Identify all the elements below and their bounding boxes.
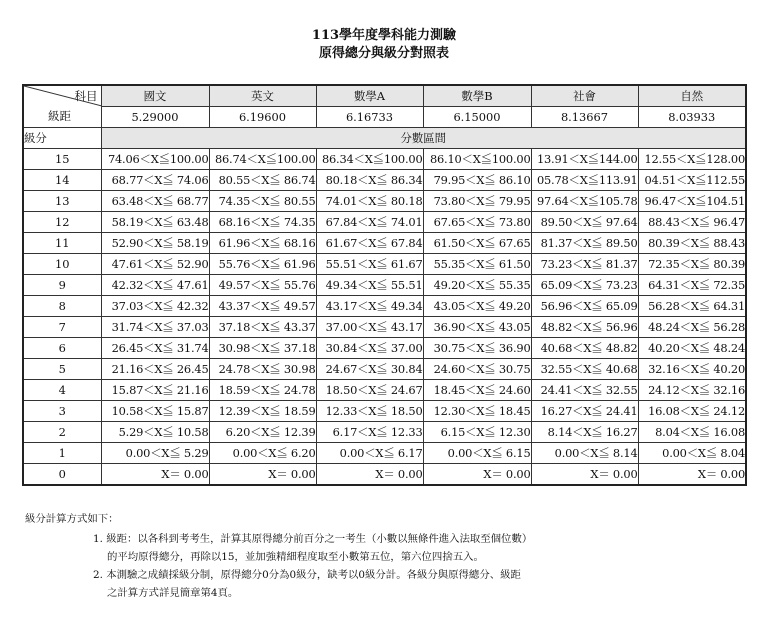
score-range-cell: 61.50＜X≦ 67.65 (423, 233, 531, 254)
score-range-cell: 73.80＜X≦ 79.95 (423, 191, 531, 212)
score-range-cell: 80.55＜X≦ 86.74 (209, 170, 316, 191)
score-range-cell: X＝ 0.00 (531, 464, 638, 486)
subject-header: 英文 (209, 85, 316, 107)
table-row (23, 380, 746, 401)
score-range-cell: X＝ 0.00 (423, 464, 531, 486)
subject-header: 數學B (423, 85, 531, 107)
score-range-cell: 12.30＜X≦ 18.45 (423, 401, 531, 422)
score-range-cell: 04.51＜X≦112.55 (638, 170, 746, 191)
deviation-value: 8.13667 (531, 107, 638, 128)
score-range-cell: 97.64＜X≦105.78 (531, 191, 638, 212)
score-range-cell: 32.16＜X≦ 40.20 (638, 359, 746, 380)
score-range-cell: 6.17＜X≦ 12.33 (316, 422, 423, 443)
level-cell: 14 (23, 170, 101, 191)
score-range-cell: 64.31＜X≦ 72.35 (638, 275, 746, 296)
score-range-cell: 30.98＜X≦ 37.18 (209, 338, 316, 359)
score-range-cell: 10.58＜X≦ 15.87 (101, 401, 209, 422)
score-range-cell: 24.78＜X≦ 30.98 (209, 359, 316, 380)
note-continuation: 之計算方式詳見簡章第4頁。 (107, 587, 239, 599)
score-range-cell: 0.00＜X≦ 8.04 (638, 443, 746, 464)
score-range-cell: 16.08＜X≦ 24.12 (638, 401, 746, 422)
score-range-cell: 36.90＜X≦ 43.05 (423, 317, 531, 338)
score-range-cell: 56.28＜X≦ 64.31 (638, 296, 746, 317)
note-item: 2. 本測驗之成績採級分制，原得總分0分為0級分，缺考以0級分計。各級分與原得總分、級距 (93, 569, 521, 581)
score-range-cell: 80.18＜X≦ 86.34 (316, 170, 423, 191)
table-row (23, 443, 746, 464)
table-row (23, 191, 746, 212)
level-cell: 4 (23, 380, 101, 401)
score-range-cell: 05.78＜X≦113.91 (531, 170, 638, 191)
score-range-cell: 15.87＜X≦ 21.16 (101, 380, 209, 401)
score-range-cell: 74.06＜X≦100.00 (101, 149, 209, 170)
level-cell: 13 (23, 191, 101, 212)
score-range-cell: 40.68＜X≦ 48.82 (531, 338, 638, 359)
score-range-cell: 0.00＜X≦ 5.29 (101, 443, 209, 464)
score-range-cell: 89.50＜X≦ 97.64 (531, 212, 638, 233)
range-header: 分數區間 (101, 128, 746, 149)
table-row (23, 338, 746, 359)
score-range-cell: 73.23＜X≦ 81.37 (531, 254, 638, 275)
score-range-cell: 63.48＜X≦ 68.77 (101, 191, 209, 212)
score-range-cell: 86.74＜X≦100.00 (209, 149, 316, 170)
score-range-cell: 21.16＜X≦ 26.45 (101, 359, 209, 380)
score-range-cell: 8.14＜X≦ 16.27 (531, 422, 638, 443)
score-range-cell: X＝ 0.00 (316, 464, 423, 486)
deviation-value: 6.16733 (316, 107, 423, 128)
deviation-value: 6.19600 (209, 107, 316, 128)
score-range-cell: 18.50＜X≦ 24.67 (316, 380, 423, 401)
table-row (23, 296, 746, 317)
score-range-cell: 24.60＜X≦ 30.75 (423, 359, 531, 380)
score-range-cell: X＝ 0.00 (209, 464, 316, 486)
subject-header: 社會 (531, 85, 638, 107)
level-cell: 9 (23, 275, 101, 296)
score-range-cell: 31.74＜X≦ 37.03 (101, 317, 209, 338)
subject-header: 數學A (316, 85, 423, 107)
page-title: 113學年度學科能力測驗 (311, 28, 457, 43)
table-row (23, 317, 746, 338)
subject-header: 國文 (101, 85, 209, 107)
score-range-cell: 61.67＜X≦ 67.84 (316, 233, 423, 254)
score-range-cell: 48.82＜X≦ 56.96 (531, 317, 638, 338)
score-range-cell: 24.67＜X≦ 30.84 (316, 359, 423, 380)
score-range-cell: 88.43＜X≦ 96.47 (638, 212, 746, 233)
score-range-cell: 0.00＜X≦ 8.14 (531, 443, 638, 464)
score-range-cell: 12.39＜X≦ 18.59 (209, 401, 316, 422)
score-range-cell: 65.09＜X≦ 73.23 (531, 275, 638, 296)
corner-deviation-label: 級距 (48, 109, 71, 123)
table-row (23, 401, 746, 422)
score-range-cell: X＝ 0.00 (638, 464, 746, 486)
score-range-cell: 18.45＜X≦ 24.60 (423, 380, 531, 401)
score-range-cell: 13.91＜X≦144.00 (531, 149, 638, 170)
level-cell: 15 (23, 149, 101, 170)
note-continuation: 的平均原得總分，再除以15，並加強精細程度取至小數第五位，第六位四捨五入。 (107, 551, 484, 563)
score-range-cell: 68.77＜X≦ 74.06 (101, 170, 209, 191)
score-range-cell: 80.39＜X≦ 88.43 (638, 233, 746, 254)
corner-level-label: 級分 (23, 128, 101, 149)
subject-header: 自然 (638, 85, 746, 107)
score-range-cell: 0.00＜X≦ 6.15 (423, 443, 531, 464)
notes-section (25, 510, 533, 602)
score-range-cell: 18.59＜X≦ 24.78 (209, 380, 316, 401)
level-cell: 1 (23, 443, 101, 464)
level-cell: 0 (23, 464, 101, 486)
score-range-cell: 24.41＜X≦ 32.55 (531, 380, 638, 401)
score-range-cell: 56.96＜X≦ 65.09 (531, 296, 638, 317)
score-range-cell: 96.47＜X≦104.51 (638, 191, 746, 212)
page-subtitle: 原得總分與級分對照表 (318, 46, 449, 61)
score-range-cell: 48.24＜X≦ 56.28 (638, 317, 746, 338)
score-range-cell: 0.00＜X≦ 6.20 (209, 443, 316, 464)
score-range-cell: 40.20＜X≦ 48.24 (638, 338, 746, 359)
table-row (23, 422, 746, 443)
table-row (23, 212, 746, 233)
score-range-cell: 68.16＜X≦ 74.35 (209, 212, 316, 233)
score-range-cell: 37.00＜X≦ 43.17 (316, 317, 423, 338)
score-range-cell: 12.55＜X≦128.00 (638, 149, 746, 170)
note-item: 1. 級距：以各科到考考生，計算其原得總分前百分之一考生（小數以無條件進入法取至個位數） (93, 533, 533, 545)
score-range-cell: 55.76＜X≦ 61.96 (209, 254, 316, 275)
table-row (23, 149, 746, 170)
corner-subject-label: 科目 (74, 89, 98, 103)
score-range-cell: 67.84＜X≦ 74.01 (316, 212, 423, 233)
score-range-cell: 86.10＜X≦100.00 (423, 149, 531, 170)
score-range-cell: 6.15＜X≦ 12.30 (423, 422, 531, 443)
score-range-cell: 12.33＜X≦ 18.50 (316, 401, 423, 422)
score-range-cell: 0.00＜X≦ 6.17 (316, 443, 423, 464)
table-row (23, 233, 746, 254)
score-range-cell: 26.45＜X≦ 31.74 (101, 338, 209, 359)
level-cell: 12 (23, 212, 101, 233)
level-cell: 3 (23, 401, 101, 422)
table-corner (23, 85, 101, 128)
score-range-cell: 30.75＜X≦ 36.90 (423, 338, 531, 359)
score-range-cell: 47.61＜X≦ 52.90 (101, 254, 209, 275)
score-range-cell: 49.57＜X≦ 55.76 (209, 275, 316, 296)
level-cell: 11 (23, 233, 101, 254)
deviation-value: 5.29000 (101, 107, 209, 128)
score-range-cell: 16.27＜X≦ 24.41 (531, 401, 638, 422)
table-row (23, 254, 746, 275)
score-range-cell: 79.95＜X≦ 86.10 (423, 170, 531, 191)
score-range-cell: 37.03＜X≦ 42.32 (101, 296, 209, 317)
deviation-value: 8.03933 (638, 107, 746, 128)
table-row (23, 275, 746, 296)
score-range-cell: 58.19＜X≦ 63.48 (101, 212, 209, 233)
level-cell: 10 (23, 254, 101, 275)
notes-heading: 級分計算方式如下： (25, 513, 119, 525)
table-row (23, 359, 746, 380)
score-range-cell: 74.35＜X≦ 80.55 (209, 191, 316, 212)
score-range-cell: 32.55＜X≦ 40.68 (531, 359, 638, 380)
score-range-cell: 49.20＜X≦ 55.35 (423, 275, 531, 296)
score-range-cell: 43.17＜X≦ 49.34 (316, 296, 423, 317)
score-range-cell: 6.20＜X≦ 12.39 (209, 422, 316, 443)
score-range-cell: 43.37＜X≦ 49.57 (209, 296, 316, 317)
score-range-cell: 67.65＜X≦ 73.80 (423, 212, 531, 233)
score-range-cell: 55.51＜X≦ 61.67 (316, 254, 423, 275)
level-cell: 7 (23, 317, 101, 338)
level-cell: 6 (23, 338, 101, 359)
score-range-cell: 72.35＜X≦ 80.39 (638, 254, 746, 275)
score-range-cell: 81.37＜X≦ 89.50 (531, 233, 638, 254)
score-range-cell: 8.04＜X≦ 16.08 (638, 422, 746, 443)
score-range-cell: 74.01＜X≦ 80.18 (316, 191, 423, 212)
score-conversion-table (22, 84, 747, 486)
score-range-cell: 49.34＜X≦ 55.51 (316, 275, 423, 296)
score-range-cell: 61.96＜X≦ 68.16 (209, 233, 316, 254)
level-cell: 5 (23, 359, 101, 380)
score-range-cell: 37.18＜X≦ 43.37 (209, 317, 316, 338)
deviation-value: 6.15000 (423, 107, 531, 128)
level-cell: 2 (23, 422, 101, 443)
score-range-cell: 42.32＜X≦ 47.61 (101, 275, 209, 296)
table-row (23, 464, 746, 486)
score-range-cell: 30.84＜X≦ 37.00 (316, 338, 423, 359)
score-range-cell: 5.29＜X≦ 10.58 (101, 422, 209, 443)
table-row (23, 170, 746, 191)
score-range-cell: 43.05＜X≦ 49.20 (423, 296, 531, 317)
level-cell: 8 (23, 296, 101, 317)
score-range-cell: 52.90＜X≦ 58.19 (101, 233, 209, 254)
score-range-cell: X＝ 0.00 (101, 464, 209, 486)
score-range-cell: 55.35＜X≦ 61.50 (423, 254, 531, 275)
score-range-cell: 24.12＜X≦ 32.16 (638, 380, 746, 401)
score-range-cell: 86.34＜X≦100.00 (316, 149, 423, 170)
